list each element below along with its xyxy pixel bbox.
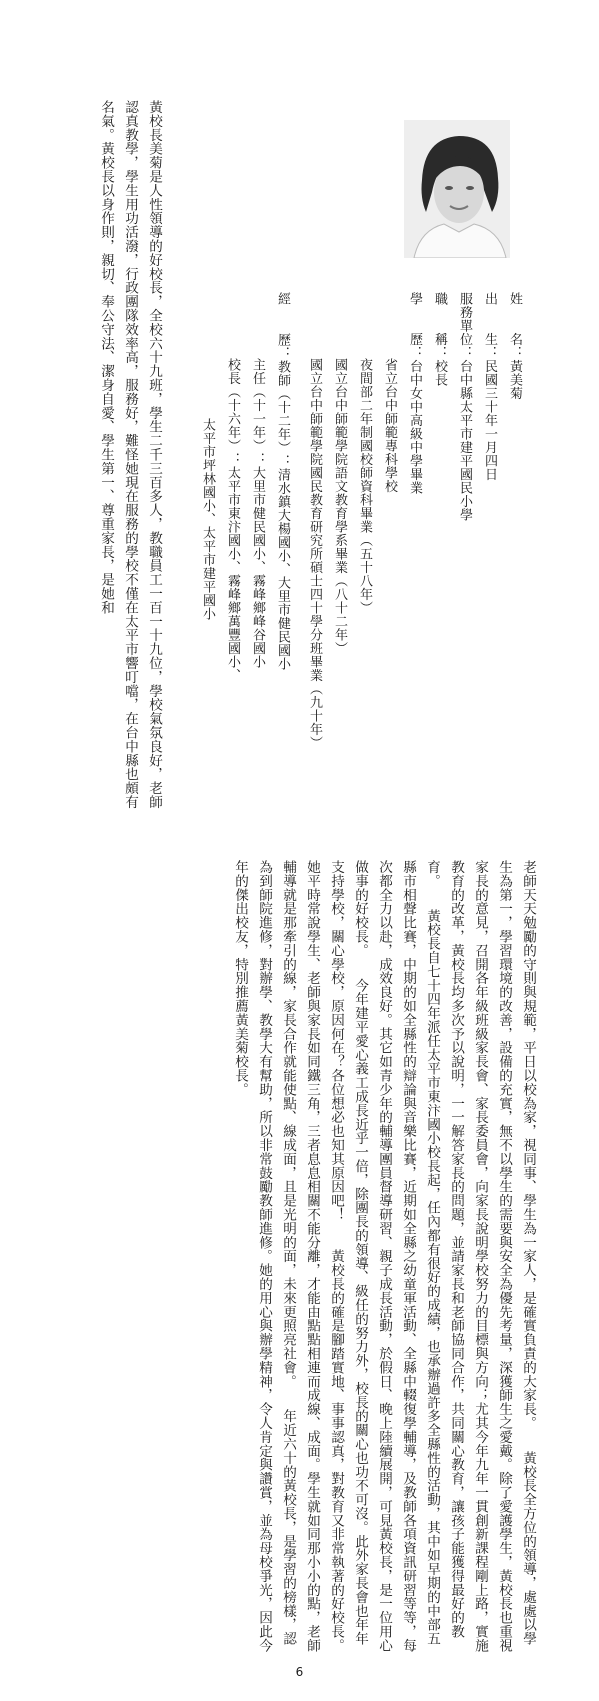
- profile-education-2: 省立台中師範專科學校: [382, 358, 397, 493]
- profile-name: 姓 名：黃美菊: [507, 292, 522, 400]
- profile-experience-3: 校長（十六年）：太平市東汴國小、霧峰鄉萬豐國小、: [225, 358, 240, 682]
- profile-education-5: 國立台中師範學院國民教育研究所碩士四十學分班畢業（九十年）: [307, 358, 322, 750]
- profile-title: 職 稱：校長: [432, 292, 447, 387]
- profile-workplace: 服務單位：台中縣太平市建平國民小學: [457, 292, 472, 522]
- profile-education-3: 夜間部二年制國校師資科畢業（五十八年）: [357, 358, 372, 615]
- profile-experience-label: 經: [275, 292, 290, 306]
- profile-experience-4: 太平市坪林國小、太平市建平國小: [200, 418, 215, 621]
- body-paragraph-top: 黃校長美菊是人性領導的好校長，全校六十九班，學生二千三百多人，教職員工一百一十九位，學校氣氛良好，老師認真教學，學生用功活潑，行政團隊效率高，服務好，難怪她現在服務的學校不僅在太平市響叮噹，在台中縣也頗有名氣。黃校長以身作則，親切、奉公守法、潔身自愛、學生第一、尊重家長，是她和: [98, 100, 162, 809]
- body-paragraph-bottom: 老師天天勉勵的守則與規範，平日以校為家，視同事、學生為一家人，是確實負責的大家長。 黃校長全方位的領導，處處以學生為第一，學習環境的改善，設備的充實，無不以學生的需要與安全為優先考量，深獲師生之愛戴。除了愛護學生，黃校長也重視家長的意見，召開各年級班級家長會、家長委員會，向家長說明學校努力的目標與方向；尤其今年九年一貫創新課程剛上路，實施教育的改革，黃校長均多次予以說明，一一解答家長的問題，並請家長和老師協同合作，共同關心教育，讓孩子能獲得最好的教育。 黃校長自七十四年派任太平市東汴國小校長起，任內都有很好的成績，也承辦過許多全縣性的活動，其中如早期的中部五縣市相聲比賽，中期的如全縣性的辯論與音樂比賽，近期如全縣之幼童軍活動、全縣中輟復學輔導，及教師各項資訊研習等等，每次都全力以赴，成效良好。其它如青少年的輔導團員督導研習、親子成長活動，於假日、晚上陸續展開，可見黃校長，是一位用心做事的好校長。 今年建平愛心義工成長近乎一倍，除團長的領導、級任的努力外，校長的關心也功不可沒。此外家長會也年年支持學校，關心學校，原因何在？各位想必也知其原因吧！ 黃校長的確是腳踏實地、事事認真，對教育又非常執著的好校長。她平時常說學生、老師與家長如同鐵三角，三者息息相關不能分離，才能由點點相連而成線、成面。學生就如同那小小的點，老師輔導就是那牽引的線，家長合作就能使點、線成面，且是光明的面，未來更照亮社會。 年近六十的黃校長，是學習的榜樣，認為到師院進修，對辦學、教學大有幫助，所以非常鼓勵教師進修。她的用心與辦學精神，令人肯定與讚賞，並為母校爭光，因此今年的傑出校友，特別推薦黃美菊校長。: [232, 860, 536, 1653]
- profile-education-4: 國立台中師範學院語文教育學系畢業（八十二年）: [332, 358, 347, 655]
- profile-birth: 出 生：民國三十年一月四日: [482, 292, 497, 481]
- page-number: 6: [295, 1665, 304, 1679]
- profile-experience-1: 歷：教師（十二年）：清水鎮大楊國小、大里市健民國小: [275, 333, 290, 671]
- profile-education: 學 歷：台中女中高級中學畢業: [407, 292, 422, 495]
- profile-experience-2: 主任（十一年）：大里市健民國小、霧峰鄉峰谷國小: [250, 358, 265, 669]
- portrait-photo: [404, 120, 510, 258]
